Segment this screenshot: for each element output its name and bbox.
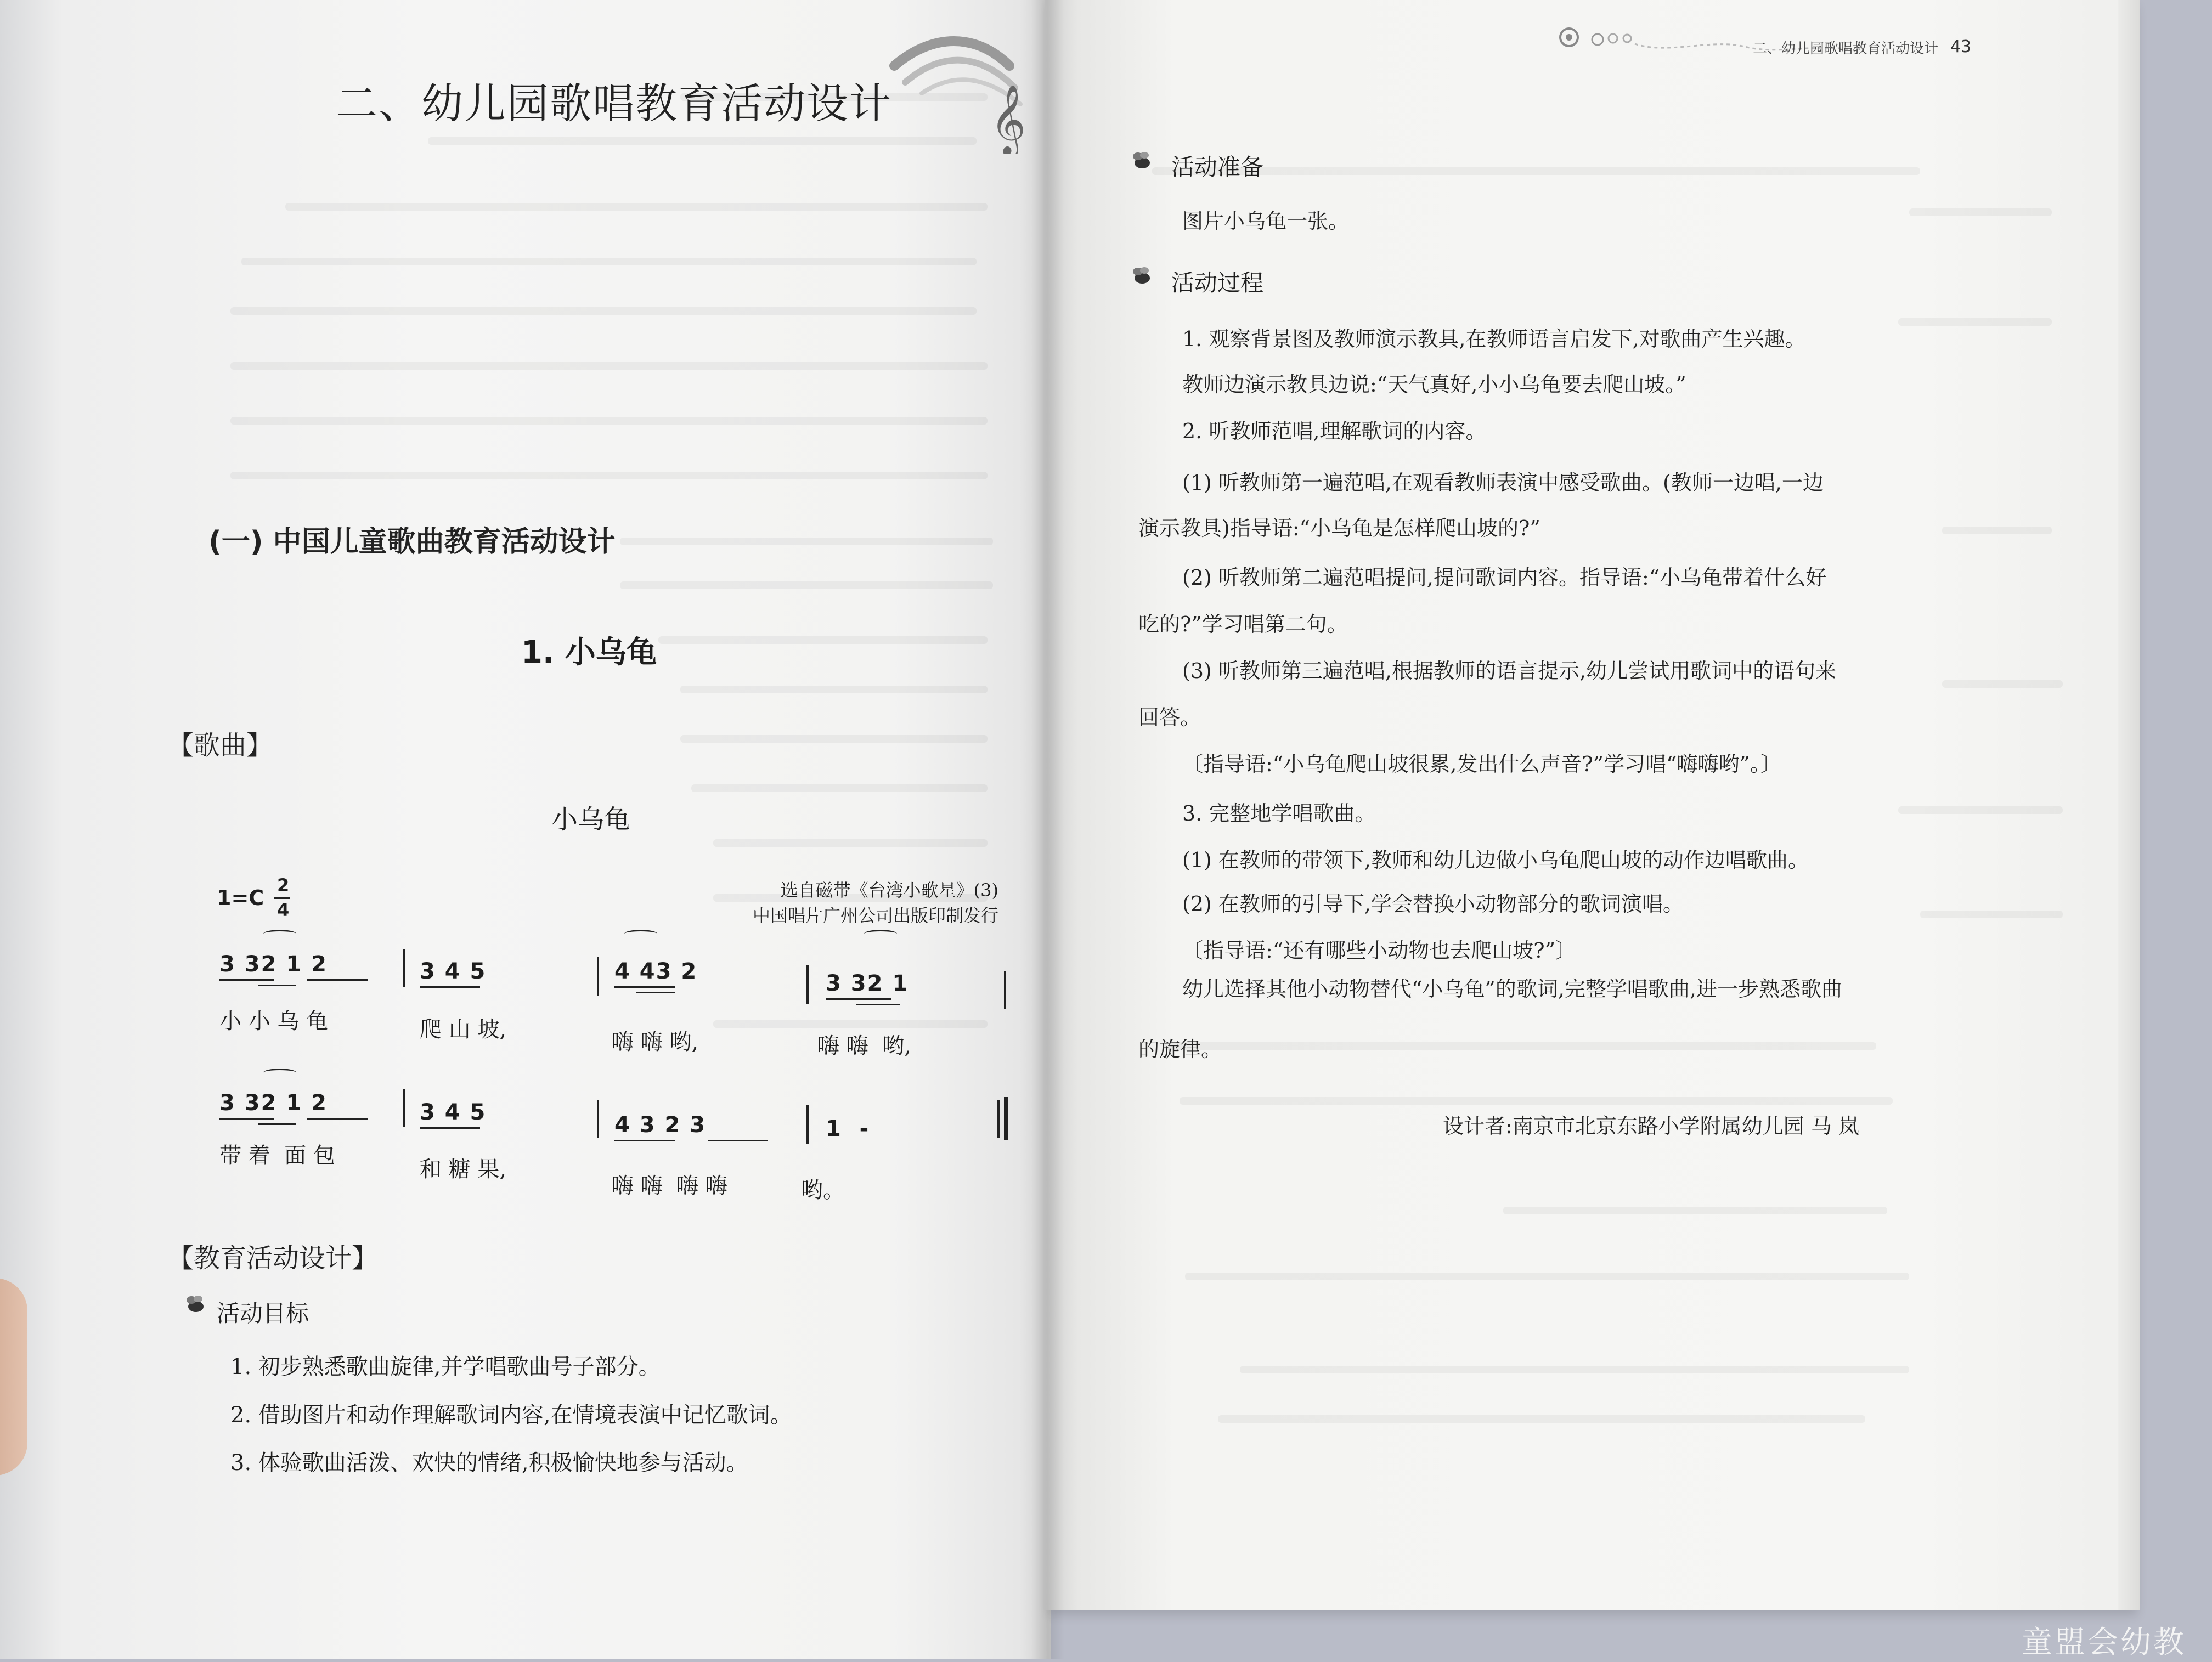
lyric: 嗨 嗨 哟,	[612, 1030, 699, 1055]
lyric: 带 着 面 包	[219, 1143, 335, 1168]
tie-mark	[263, 1069, 296, 1077]
process-heading: 活动过程	[1171, 269, 1264, 296]
source-line-1: 选自磁带《台湾小歌星》(3)	[780, 880, 998, 901]
process-line: 演示教具)指导语:“小乌龟是怎样爬山坡的?”	[1138, 516, 1541, 540]
designer-credit: 设计者:南京市北京东路小学附属幼儿园 马 岚	[1443, 1114, 1859, 1138]
process-line: 回答。	[1138, 705, 1201, 730]
tie-mark	[624, 930, 657, 938]
measure: 3 4 5	[420, 1100, 487, 1125]
prep-text: 图片小乌龟一张。	[1182, 209, 1350, 233]
bee-icon	[1130, 266, 1152, 286]
process-line: 2. 听教师范唱,理解歌词的内容。	[1182, 419, 1487, 443]
measure: 4 3 2 3	[614, 1112, 707, 1138]
process-line: 吃的?”学习唱第二句。	[1138, 612, 1348, 636]
measure: 1 -	[826, 1116, 870, 1141]
process-line: (2) 听教师第二遍范唱提问,提问歌词内容。指导语:“小乌龟带着什么好	[1182, 566, 1827, 590]
time-signature-bottom: 4	[277, 900, 290, 920]
bee-icon	[1130, 151, 1152, 171]
section-title: (一) 中国儿童歌曲教育活动设计	[208, 525, 616, 558]
process-line: 幼儿选择其他小动物替代“小乌龟”的歌词,完整学唱歌曲,进一步熟悉歌曲	[1182, 977, 1843, 1001]
chapter-title: 二、幼儿园歌唱教育活动设计	[336, 79, 892, 128]
thumb	[0, 1278, 27, 1476]
measure: 3 32 1 2	[219, 1090, 328, 1116]
goal-item: 3. 体验歌曲活泼、欢快的情绪,积极愉快地参与活动。	[230, 1450, 748, 1476]
goal-item: 2. 借助图片和动作理解歌词内容,在情境表演中记忆歌词。	[230, 1403, 792, 1428]
process-line: (1) 在教师的带领下,教师和幼儿边做小乌龟爬山坡的动作边唱歌曲。	[1182, 848, 1809, 872]
prep-heading: 活动准备	[1171, 154, 1264, 180]
lyric: 嗨 嗨 嗨 嗨	[612, 1173, 727, 1199]
measure: 3 32 1 2	[219, 952, 328, 977]
watermark: 童盟会幼教	[2022, 1625, 2186, 1660]
design-label: 【教育活动设计】	[167, 1243, 379, 1274]
bee-icon	[184, 1294, 206, 1314]
goals-heading: 活动目标	[217, 1300, 309, 1327]
process-line: 〔指导语:“还有哪些小动物也去爬山坡?”〕	[1182, 939, 1577, 963]
song-label: 【歌曲】	[167, 730, 273, 761]
source-line-2: 中国唱片广州公司出版印制发行	[752, 905, 998, 926]
measure: 4 43 2	[614, 959, 698, 984]
measure: 3 4 5	[420, 959, 487, 984]
lyric: 小 小 乌 龟	[219, 1009, 329, 1034]
process-line: 3. 完整地学唱歌曲。	[1182, 801, 1376, 826]
key-signature: 1=C	[217, 886, 264, 910]
tie-mark	[263, 930, 296, 938]
song-name: 小乌龟	[551, 804, 631, 835]
tie-mark	[864, 930, 897, 938]
process-line: (3) 听教师第三遍范唱,根据教师的语言提示,幼儿尝试用歌词中的语句来	[1182, 659, 1837, 683]
page-number: 43	[1950, 37, 1972, 56]
time-signature-top: 2	[277, 875, 290, 896]
page-edge	[2118, 0, 2140, 1610]
process-line: 〔指导语:“小乌龟爬山坡很累,发出什么声音?”学习唱“嗨嗨哟”。〕	[1182, 752, 1781, 776]
song-heading: 1. 小乌龟	[521, 635, 657, 670]
process-line: (1) 听教师第一遍范唱,在观看教师表演中感受歌曲。(教师一边唱,一边	[1182, 471, 1824, 495]
lyric: 和 糖 果,	[420, 1157, 507, 1182]
lyric: 嗨 嗨 哟,	[817, 1033, 911, 1059]
goal-item: 1. 初步熟悉歌曲旋律,并学唱歌曲号子部分。	[230, 1354, 661, 1380]
svg-text:𝄞: 𝄞	[990, 84, 1026, 154]
running-head: 二、幼儿园歌唱教育活动设计	[1753, 41, 1939, 57]
book-spine	[1031, 0, 1064, 1659]
process-line: (2) 在教师的引导下,学会替换小动物部分的歌词演唱。	[1182, 892, 1684, 916]
music-note-decoration-icon	[883, 22, 1037, 154]
process-line: 教师边演示教具边说:“天气真好,小小乌龟要去爬山坡。”	[1182, 372, 1686, 397]
lyric: 哟。	[801, 1178, 845, 1203]
measure: 3 32 1	[826, 971, 909, 996]
time-signature-bar	[274, 897, 290, 899]
lyric: 爬 山 坡,	[420, 1017, 507, 1042]
process-line: 的旋律。	[1138, 1037, 1222, 1061]
process-line: 1. 观察背景图及教师演示教具,在教师语言启发下,对歌曲产生兴趣。	[1182, 327, 1806, 351]
source-credit	[614, 878, 998, 928]
